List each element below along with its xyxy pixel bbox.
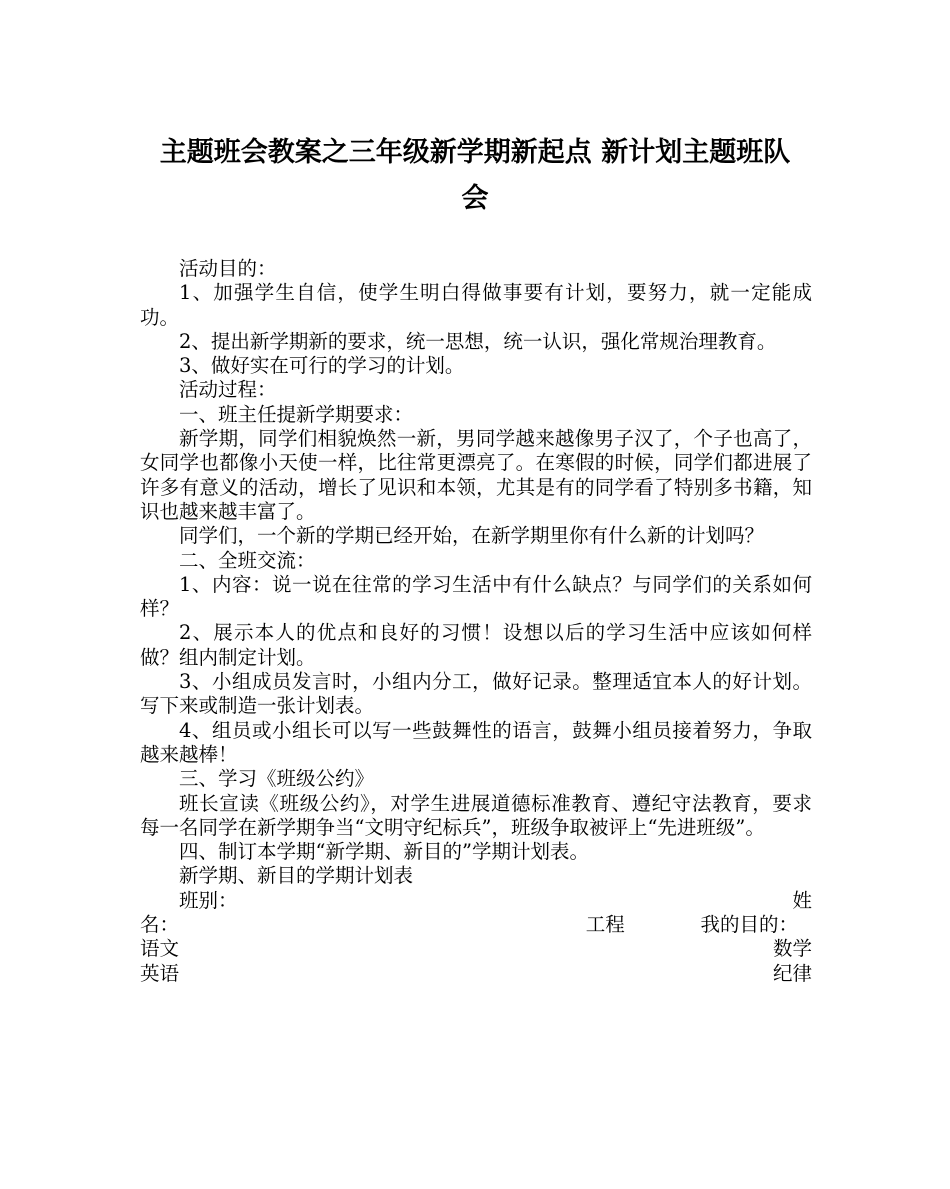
form-row-name-project-goal bbox=[140, 913, 812, 937]
paragraph-class-convention: 班长宣读《班级公约》，对学生进展道德标准教育、遵纪守法教育，要求每一名同学在新学期争当“文明守纪标兵”，班级争取被评上“先进班级”。 bbox=[140, 791, 812, 839]
paragraph-exchange-2: 2、展示本人的优点和良好的习惯！设想以后的学习生活中应该如何样做？组内制定计划。 bbox=[140, 621, 812, 669]
document-body bbox=[140, 257, 812, 986]
goal-label: 我的目的： bbox=[700, 913, 798, 937]
paragraph-section-3-heading: 三、学习《班级公约》 bbox=[179, 767, 375, 791]
paragraph-purpose-1: 1、加强学生自信，使学生明白得做事要有计划，要努力，就一定能成功。 bbox=[140, 281, 812, 329]
title-line-1: 主题班会教案之三年级新学期新起点 新计划主题班队 bbox=[159, 137, 791, 168]
paragraph-exchange-4: 4、组员或小组长可以写一些鼓舞性的语言，鼓舞小组员接着努力，争取越来越棒！ bbox=[140, 718, 812, 766]
class-label: 班别： bbox=[179, 888, 238, 912]
project-label: 工程 bbox=[585, 913, 625, 937]
name-label-part1: 姓 bbox=[792, 888, 812, 912]
paragraph-section-2-heading: 二、全班交流： bbox=[179, 548, 316, 572]
paragraph-purpose-3: 3、做好实在可行的学习的计划。 bbox=[179, 354, 465, 378]
paragraph-plan-table-title: 新学期、新目的学期计划表 bbox=[179, 864, 414, 888]
subject-discipline: 纪律 bbox=[772, 961, 812, 985]
subject-english: 英语 bbox=[140, 961, 180, 985]
subject-chinese: 语文 bbox=[140, 937, 180, 961]
form-row-english-discipline bbox=[140, 962, 812, 986]
paragraph-purpose-heading: 活动目的： bbox=[179, 257, 277, 280]
paragraph-section-4-heading: 四、制订本学期“新学期、新目的”学期计划表。 bbox=[179, 840, 589, 864]
form-row-chinese-math bbox=[140, 937, 812, 961]
subject-math: 数学 bbox=[772, 937, 812, 961]
name-label-part2: 名： bbox=[140, 913, 180, 937]
paragraph-new-semester: 新学期，同学们相貌焕然一新，男同学越来越像男子汉了，个子也高了，女同学也都像小天使一样，比往常更漂亮了。在寒假的时候，同学们都进展了许多有意义的活动，增长了见识和本领，尤其是有的同学看了特别多书籍，知识也越来越丰富了。 bbox=[140, 427, 812, 523]
paragraph-exchange-3: 3、小组成员发言时，小组内分工，做好记录。整理适宜本人的好计划。写下来或制造一张计划表。 bbox=[140, 670, 812, 718]
paragraph-section-1-heading: 一、班主任提新学期要求： bbox=[179, 402, 414, 426]
paragraph-exchange-1: 1、内容：说一说在往常的学习生活中有什么缺点？与同学们的关系如何样？ bbox=[140, 572, 812, 621]
document-title bbox=[130, 130, 820, 222]
paragraph-new-plan-question: 同学们，一个新的学期已经开始，在新学期里你有什么新的计划吗？ bbox=[179, 524, 765, 548]
paragraph-process-heading: 活动过程： bbox=[179, 378, 277, 402]
title-line-2: 会 bbox=[461, 183, 489, 214]
form-row-class-name bbox=[140, 889, 812, 913]
paragraph-purpose-2: 2、提出新学期新的要求，统一思想，统一认识，强化常规治理教育。 bbox=[179, 329, 777, 353]
